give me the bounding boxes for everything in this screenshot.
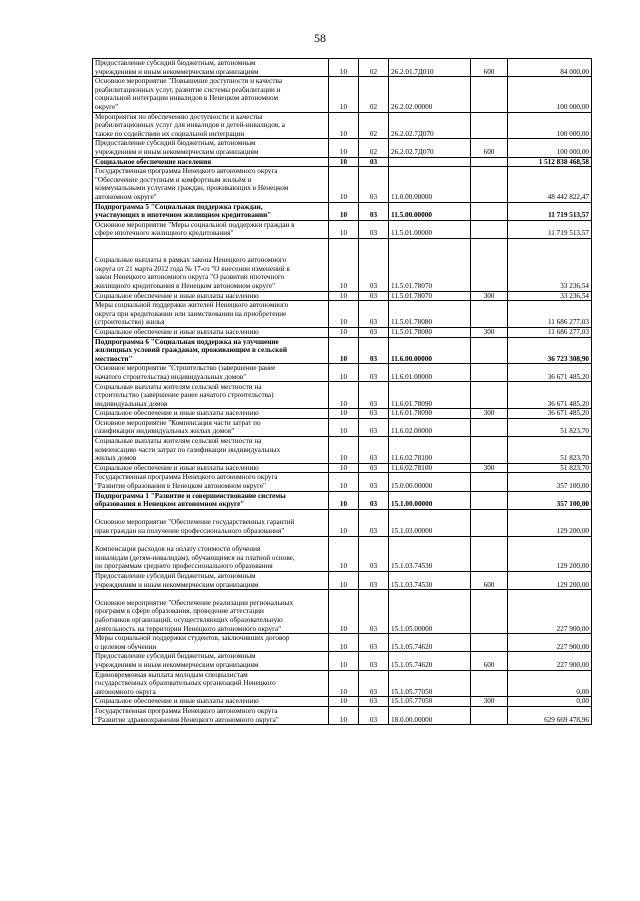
row-target-code: 15.1.00.00000 <box>389 491 471 509</box>
row-target-code: 15.1.05.74620 <box>389 634 471 652</box>
row-target-code: 11.6.02.00000 <box>389 418 471 436</box>
row-expense-type <box>471 202 508 220</box>
row-target-code: 15.1.03.74530 <box>389 572 471 590</box>
row-name <box>93 167 329 202</box>
row-subsection: 03 <box>359 337 389 364</box>
row-amount: 0,00 <box>508 670 592 697</box>
row-expense-type: 600 <box>471 59 508 77</box>
row-expense-type <box>471 437 508 464</box>
row-section: 10 <box>329 337 359 364</box>
row-amount: 51 823,70 <box>508 463 592 473</box>
row-amount: 0,00 <box>508 697 592 707</box>
row-expense-type <box>471 670 508 697</box>
table-row <box>93 418 592 436</box>
row-expense-type <box>471 112 508 139</box>
row-expense-type <box>471 634 508 652</box>
row-amount: 33 236,54 <box>508 238 592 291</box>
row-subsection: 03 <box>359 590 389 634</box>
row-subsection: 02 <box>359 59 389 77</box>
row-amount: 629 669 478,96 <box>508 706 592 724</box>
row-amount: 100 000,00 <box>508 139 592 157</box>
row-target-code <box>389 157 471 167</box>
table-row <box>93 473 592 491</box>
row-subsection: 02 <box>359 139 389 157</box>
row-amount: 227 900,00 <box>508 652 592 670</box>
row-name <box>93 536 329 571</box>
row-expense-type: 600 <box>471 139 508 157</box>
row-section: 10 <box>329 652 359 670</box>
row-name-text: Предоставление субсидий бюджетным, автономным учреждениям и иным некоммерческим организациям <box>95 652 259 669</box>
row-expense-type <box>471 301 508 328</box>
row-amount: 100 000,00 <box>508 112 592 139</box>
row-name <box>93 139 329 157</box>
table-row <box>93 634 592 652</box>
row-name-text: Основное мероприятие "Обеспечение государственных гарантий прав граждан на получение профессионального образования" <box>95 518 295 536</box>
row-subsection: 03 <box>359 463 389 473</box>
row-amount: 1 512 838 468,58 <box>508 157 592 167</box>
table-row <box>93 463 592 473</box>
table-row <box>93 238 592 291</box>
row-name-text: Подпрограмма 6 "Социальная поддержка на улучшение жилищных условий гражданам, проживающим в сельской местности" <box>95 337 287 363</box>
row-name <box>93 437 329 464</box>
budget-table <box>92 58 592 725</box>
row-name <box>93 670 329 697</box>
row-name <box>93 418 329 436</box>
row-subsection: 03 <box>359 327 389 337</box>
row-target-code: 18.0.00.00000 <box>389 706 471 724</box>
row-target-code: 15.0.00.00000 <box>389 473 471 491</box>
row-target-code: 11.6.01.78090 <box>389 382 471 409</box>
row-name-text: Предоставление субсидий бюджетным, автономным учреждениям и иным некоммерческим организациям <box>95 59 259 76</box>
row-name <box>93 652 329 670</box>
row-name-text: Основное мероприятие "Обеспечение реализации региональных программ в сфере образования, проведение аттестации работников организаций, осуществляющих образовательную деятельность на территории Ненецкого автономного округа" <box>95 598 294 633</box>
row-expense-type: 300 <box>471 327 508 337</box>
row-amount: 48 442 822,47 <box>508 167 592 202</box>
row-section: 10 <box>329 697 359 707</box>
row-expense-type: 300 <box>471 409 508 419</box>
row-amount: 100 000,00 <box>508 77 592 112</box>
row-section: 10 <box>329 202 359 220</box>
table-row <box>93 382 592 409</box>
row-section: 10 <box>329 473 359 491</box>
row-expense-type: 300 <box>471 463 508 473</box>
row-target-code: 11.6.02.78100 <box>389 437 471 464</box>
row-subsection: 03 <box>359 364 389 382</box>
row-subsection: 03 <box>359 491 389 509</box>
row-name <box>93 301 329 328</box>
row-subsection: 02 <box>359 112 389 139</box>
row-expense-type <box>471 491 508 509</box>
row-section: 10 <box>329 139 359 157</box>
row-expense-type <box>471 337 508 364</box>
row-expense-type <box>471 418 508 436</box>
row-amount: 33 236,54 <box>508 291 592 301</box>
row-name <box>93 634 329 652</box>
row-name <box>93 572 329 590</box>
table-row <box>93 437 592 464</box>
row-subsection: 03 <box>359 706 389 724</box>
row-expense-type <box>471 706 508 724</box>
row-name-text: Социальное обеспечение и иные выплаты населению <box>95 697 259 706</box>
row-amount: 36 671 485,20 <box>508 382 592 409</box>
row-amount: 227 900,00 <box>508 634 592 652</box>
row-target-code: 15.1.03.00000 <box>389 509 471 536</box>
table-row <box>93 697 592 707</box>
table-row <box>93 652 592 670</box>
row-name-text: Социальные выплаты в рамках закона Ненецкого автономного округа от 21 марта 2012 года № 17-оз "О внесении изменений в закон Ненецкого автономного округа "О развитии ипотечного жилищного кредитования в Ненецком автономном округе" <box>95 256 290 290</box>
row-expense-type <box>471 157 508 167</box>
row-target-code: 26.2.02.7Д070 <box>389 139 471 157</box>
row-name-text: Основное мероприятие "Компенсация части затрат по газификации индивидуальных жилых домов" <box>95 418 261 436</box>
row-section: 10 <box>329 437 359 464</box>
row-subsection: 03 <box>359 509 389 536</box>
row-name <box>93 291 329 301</box>
row-target-code: 15.1.05.00000 <box>389 590 471 634</box>
row-expense-type <box>471 590 508 634</box>
row-amount: 227 900,00 <box>508 590 592 634</box>
row-amount: 11 686 277,03 <box>508 301 592 328</box>
row-name-text: Предоставление субсидий бюджетным, автономным учреждениям и иным некоммерческим организациям <box>95 139 259 156</box>
row-amount: 51 823,70 <box>508 418 592 436</box>
table-row <box>93 220 592 238</box>
row-amount: 357 100,00 <box>508 473 592 491</box>
row-target-code: 15.1.05.77050 <box>389 670 471 697</box>
row-section: 10 <box>329 418 359 436</box>
table-row <box>93 364 592 382</box>
row-name-text: Социальное обеспечение и иные выплаты населению <box>95 291 259 300</box>
row-section: 10 <box>329 220 359 238</box>
row-section: 10 <box>329 509 359 536</box>
row-target-code: 11.6.02.78100 <box>389 463 471 473</box>
row-amount: 129 200,00 <box>508 536 592 571</box>
row-subsection: 03 <box>359 220 389 238</box>
row-amount: 11 686 277,03 <box>508 327 592 337</box>
row-name-text: Государственная программа Ненецкого автономного округа "Развитие образования в Ненецком автономном округе" <box>95 473 278 491</box>
row-section: 10 <box>329 706 359 724</box>
row-name <box>93 202 329 220</box>
row-target-code: 11.5.01.78080 <box>389 301 471 328</box>
row-subsection: 02 <box>359 77 389 112</box>
row-expense-type <box>471 473 508 491</box>
row-subsection: 03 <box>359 572 389 590</box>
table-row <box>93 301 592 328</box>
row-section: 10 <box>329 157 359 167</box>
row-target-code: 26.2.01.7Д010 <box>389 59 471 77</box>
row-target-code: 11.5.01.78080 <box>389 327 471 337</box>
row-name-text: Основное мероприятие "Строительство (завершение ранее начатого строительства) индивидуальных домов" <box>95 364 276 381</box>
row-subsection: 03 <box>359 409 389 419</box>
table-row <box>93 536 592 571</box>
row-target-code: 11.5.01.78070 <box>389 291 471 301</box>
table-row <box>93 59 592 77</box>
row-name-text: Социальное обеспечение и иные выплаты населению <box>95 409 259 418</box>
row-expense-type <box>471 382 508 409</box>
row-name <box>93 337 329 364</box>
row-target-code: 15.1.05.74620 <box>389 652 471 670</box>
row-name-text: Государственная программа Ненецкого автономного округа "Развитие здравоохранения Ненецкого автономного округа" <box>95 706 279 724</box>
row-name-text: Социальное обеспечение населения <box>95 157 212 166</box>
page-number: 58 <box>314 31 326 45</box>
row-expense-type <box>471 220 508 238</box>
table-row <box>93 409 592 419</box>
row-amount: 129 200,00 <box>508 509 592 536</box>
row-name-text: Социальное обеспечение и иные выплаты населению <box>95 463 259 472</box>
row-subsection: 03 <box>359 536 389 571</box>
row-name <box>93 473 329 491</box>
row-name <box>93 77 329 112</box>
table-row <box>93 706 592 724</box>
row-amount: 84 000,00 <box>508 59 592 77</box>
row-expense-type: 600 <box>471 652 508 670</box>
row-section: 10 <box>329 382 359 409</box>
row-amount: 36 671 485,20 <box>508 364 592 382</box>
table-row <box>93 139 592 157</box>
row-section: 10 <box>329 59 359 77</box>
row-name <box>93 590 329 634</box>
row-expense-type <box>471 238 508 291</box>
row-section: 10 <box>329 77 359 112</box>
row-subsection: 03 <box>359 697 389 707</box>
table-row <box>93 291 592 301</box>
row-target-code: 11.0.00.00000 <box>389 167 471 202</box>
row-subsection: 03 <box>359 670 389 697</box>
row-section: 10 <box>329 112 359 139</box>
row-subsection: 03 <box>359 202 389 220</box>
row-expense-type: 600 <box>471 572 508 590</box>
table-row <box>93 670 592 697</box>
row-name <box>93 364 329 382</box>
row-expense-type <box>471 364 508 382</box>
row-target-code: 26.2.02.00000 <box>389 77 471 112</box>
row-section: 10 <box>329 670 359 697</box>
row-name <box>93 220 329 238</box>
row-name-text: Основное мероприятие "Повышение доступности и качества реабилитационных услуг, развитие системы реабилитации и социальной интеграции инвалидов в Ненецком автономном округе" <box>95 77 283 111</box>
row-section: 10 <box>329 463 359 473</box>
row-amount: 51 823,70 <box>508 437 592 464</box>
row-target-code: 11.5.01.00000 <box>389 220 471 238</box>
row-name-text: Меры социальной поддержки жителей Ненецкого автономного округа при кредитовании или заимствовании на приобретение (строительство) жилья <box>95 301 289 327</box>
row-target-code: 11.6.01.78090 <box>389 409 471 419</box>
table-row <box>93 167 592 202</box>
row-subsection: 03 <box>359 382 389 409</box>
row-name-text: Подпрограмма 1 "Развитие и совершенствование системы образования в Ненецком автономном округе" <box>95 491 286 509</box>
row-target-code: 11.6.00.00000 <box>389 337 471 364</box>
table-row <box>93 202 592 220</box>
row-name-text: Мероприятия по обеспечению доступности и качества реабилитационных услуг для инвалидов и детей-инвалидов, а также по содействию их социальной интеграции <box>95 112 285 138</box>
row-amount: 36 723 308,90 <box>508 337 592 364</box>
row-subsection: 03 <box>359 634 389 652</box>
row-target-code: 26.2.02.7Д070 <box>389 112 471 139</box>
row-section: 10 <box>329 409 359 419</box>
table-row <box>93 509 592 536</box>
row-name <box>93 382 329 409</box>
row-name <box>93 112 329 139</box>
row-section: 10 <box>329 590 359 634</box>
row-section: 10 <box>329 572 359 590</box>
row-expense-type <box>471 77 508 112</box>
table-row <box>93 491 592 509</box>
table-row <box>93 590 592 634</box>
row-section: 10 <box>329 634 359 652</box>
row-amount: 11 719 513,57 <box>508 220 592 238</box>
row-subsection: 03 <box>359 291 389 301</box>
row-name <box>93 59 329 77</box>
row-name <box>93 327 329 337</box>
row-target-code: 11.5.00.00000 <box>389 202 471 220</box>
row-expense-type: 300 <box>471 697 508 707</box>
row-section: 10 <box>329 167 359 202</box>
row-amount: 36 671 485,20 <box>508 409 592 419</box>
table-row <box>93 327 592 337</box>
row-name <box>93 706 329 724</box>
row-section: 10 <box>329 364 359 382</box>
row-amount: 129 200,00 <box>508 572 592 590</box>
row-subsection: 03 <box>359 167 389 202</box>
row-name <box>93 697 329 707</box>
row-name-text: Основное мероприятие "Меры социальной поддержки граждан в сфере ипотечного жилищного кредитования" <box>95 220 295 238</box>
table-row <box>93 572 592 590</box>
row-expense-type <box>471 536 508 571</box>
row-amount: 11 719 513,57 <box>508 202 592 220</box>
table-row <box>93 77 592 112</box>
row-subsection: 03 <box>359 157 389 167</box>
row-name <box>93 463 329 473</box>
row-target-code: 15.1.03.74530 <box>389 536 471 571</box>
row-subsection: 03 <box>359 652 389 670</box>
row-section: 10 <box>329 291 359 301</box>
row-section: 10 <box>329 327 359 337</box>
row-name-text: Государственная программа Ненецкого автономного округа "Обеспечение доступным и комфортным жильём и коммунальными услугами граждан, проживающих в Ненецком автономном округе" <box>95 167 289 201</box>
row-section: 10 <box>329 238 359 291</box>
row-target-code: 11.5.01.78070 <box>389 238 471 291</box>
row-subsection: 03 <box>359 301 389 328</box>
row-name <box>93 509 329 536</box>
row-target-code: 11.6.01.00000 <box>389 364 471 382</box>
row-section: 10 <box>329 536 359 571</box>
row-name-text: Меры социальной поддержки студентов, заключивших договор о целевом обучении <box>95 634 290 651</box>
row-amount: 357 100,00 <box>508 491 592 509</box>
row-name <box>93 238 329 291</box>
row-name-text: Социальное обеспечение и иные выплаты населению <box>95 327 259 336</box>
row-subsection: 03 <box>359 437 389 464</box>
row-name-text: Социальные выплаты жителям сельской местности на строительство (завершение ранее начатого строительства) индивидуальных домов <box>95 382 274 408</box>
row-name <box>93 491 329 509</box>
table-row <box>93 112 592 139</box>
row-target-code: 15.1.05.77050 <box>389 697 471 707</box>
row-name <box>93 409 329 419</box>
row-subsection: 03 <box>359 238 389 291</box>
row-expense-type <box>471 509 508 536</box>
row-name-text: Предоставление субсидий бюджетным, автономным учреждениям и иным некоммерческим организациям <box>95 572 259 589</box>
row-expense-type: 300 <box>471 291 508 301</box>
row-expense-type <box>471 167 508 202</box>
table-row <box>93 337 592 364</box>
row-name-text: Социальные выплаты жителям сельской местности на компенсацию части затрат по газификации индивидуальных жилых домов <box>95 437 281 463</box>
row-section: 10 <box>329 301 359 328</box>
row-name-text: Подпрограмма 5 "Социальная поддержка граждан, участвующих в ипотечном жилищном кредитовании" <box>95 202 272 220</box>
row-subsection: 03 <box>359 418 389 436</box>
row-name-text: Единовременная выплата молодым специалистам государственных образовательных организаций Ненецкого автономного округа <box>95 670 276 696</box>
row-name <box>93 157 329 167</box>
row-section: 10 <box>329 491 359 509</box>
row-name-text: Компенсация расходов на оплату стоимости обучения инвалидам (детям-инвалидам), обучающимся на платной основе, по программам среднего профессионального образования <box>95 545 295 571</box>
table-row <box>93 157 592 167</box>
row-subsection: 03 <box>359 473 389 491</box>
